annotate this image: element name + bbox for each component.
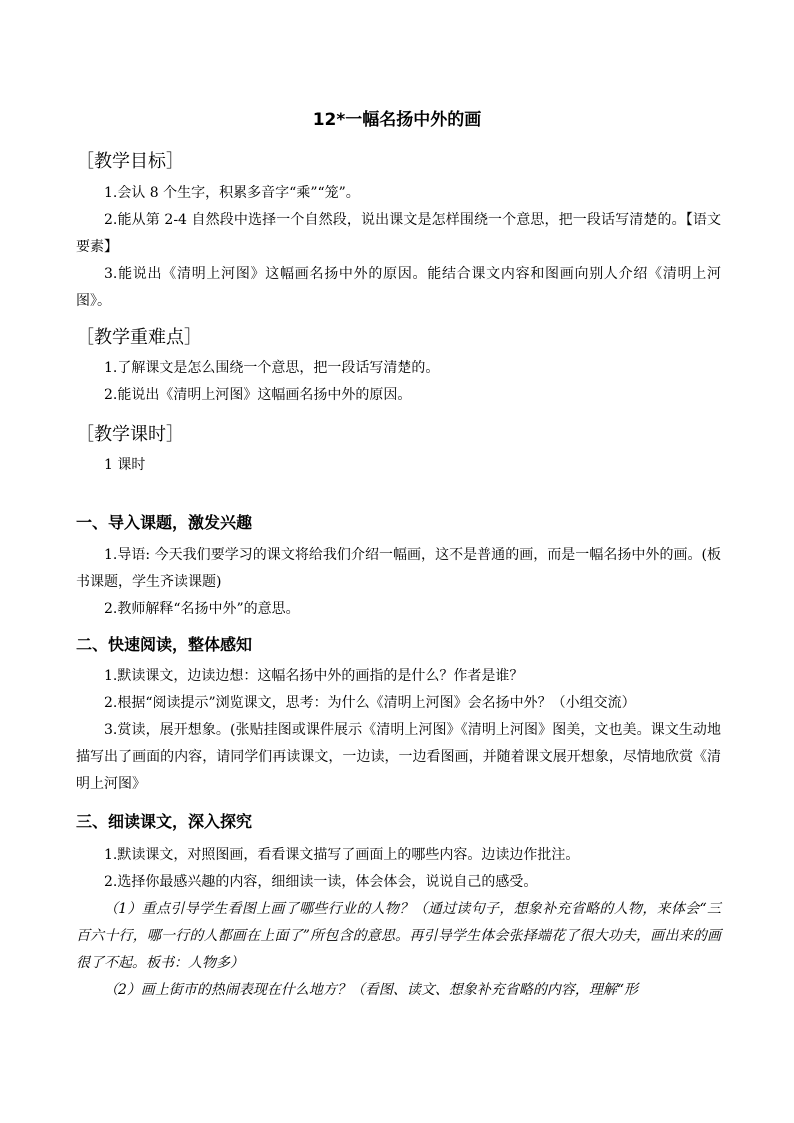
- part3-item-1: 1.默读课文，对照图画，看看课文描写了画面上的哪些内容。边读边作批注。: [104, 847, 580, 863]
- difficulty-item-1: 1.了解课文是怎么围绕一个意思，把一段话写清楚的。: [104, 360, 440, 376]
- page-title: 12*一幅名扬中外的画: [312, 110, 482, 130]
- section-heading-hours: ［教学课时］: [76, 424, 184, 445]
- part3-item-4: （2）画上街市的热闹表现在什么地方？（看图、读文、想象补充省略的内容，理解“形: [104, 982, 639, 998]
- part1-item-2: 2.教师解释“名扬中外”的意思。: [104, 601, 300, 617]
- part2-item-1: 1.默读课文，边读边想：这幅名扬中外的画指的是什么？作者是谁？: [104, 668, 524, 684]
- goal-item-3: 3.能说出《清明上河图》这幅画名扬中外的原因。能结合课文内容和图画向别人介绍《清明上河图》。: [76, 266, 721, 309]
- part2-item-3: 3.赏读，展开想象。(张贴挂图或课件展示《清明上河图》《清明上河图》图美，文也美。课文生动地描写出了画面的内容，请同学们再读课文，一边读，一边看图画，并随着课文展开想象，尽情地欣赏《清明上河图》: [76, 722, 721, 792]
- goal-item-2: 2.能从第 2-4 自然段中选择一个自然段，说出课文是怎样围绕一个意思，把一段话写清楚的。【语文要素】: [76, 212, 721, 255]
- hours-item: 1 课时: [104, 457, 146, 473]
- section-heading-goals: ［教学目标］: [76, 151, 184, 172]
- part2-item-2: 2.根据“阅读提示”浏览课文，思考：为什么《清明上河图》会名扬中外？（小组交流）: [104, 695, 636, 711]
- goal-item-1: 1.会认 8 个生字，积累多音字“乘”“笼”。: [104, 185, 360, 201]
- part1-item-1: 1.导语: 今天我们要学习的课文将给我们介绍一幅画，这不是普通的画，而是一幅名扬中外的画。(板书课题，学生齐读课题): [76, 547, 721, 590]
- section-heading-difficulties: ［教学重难点］: [76, 327, 202, 348]
- part-heading-1: 一、导入课题，激发兴趣: [76, 513, 253, 532]
- part3-item-2: 2.选择你最感兴趣的内容，细细读一读，体会体会，说说自己的感受。: [104, 874, 538, 890]
- part-heading-3: 三、细读课文，深入探究: [76, 812, 253, 831]
- part3-item-3: （1）重点引导学生看图上画了哪些行业的人物？（通过读句子，想象补充省略的人物，来体会“三百六十行，哪一行的人都画在上面了”所包含的意思。再引导学生体会张择端花了很大功夫，画出来的画很了不起。板书：人物多）: [76, 901, 721, 971]
- difficulty-item-2: 2.能说出《清明上河图》这幅画名扬中外的原因。: [104, 387, 412, 403]
- part-heading-2: 二、快速阅读，整体感知: [76, 635, 253, 654]
